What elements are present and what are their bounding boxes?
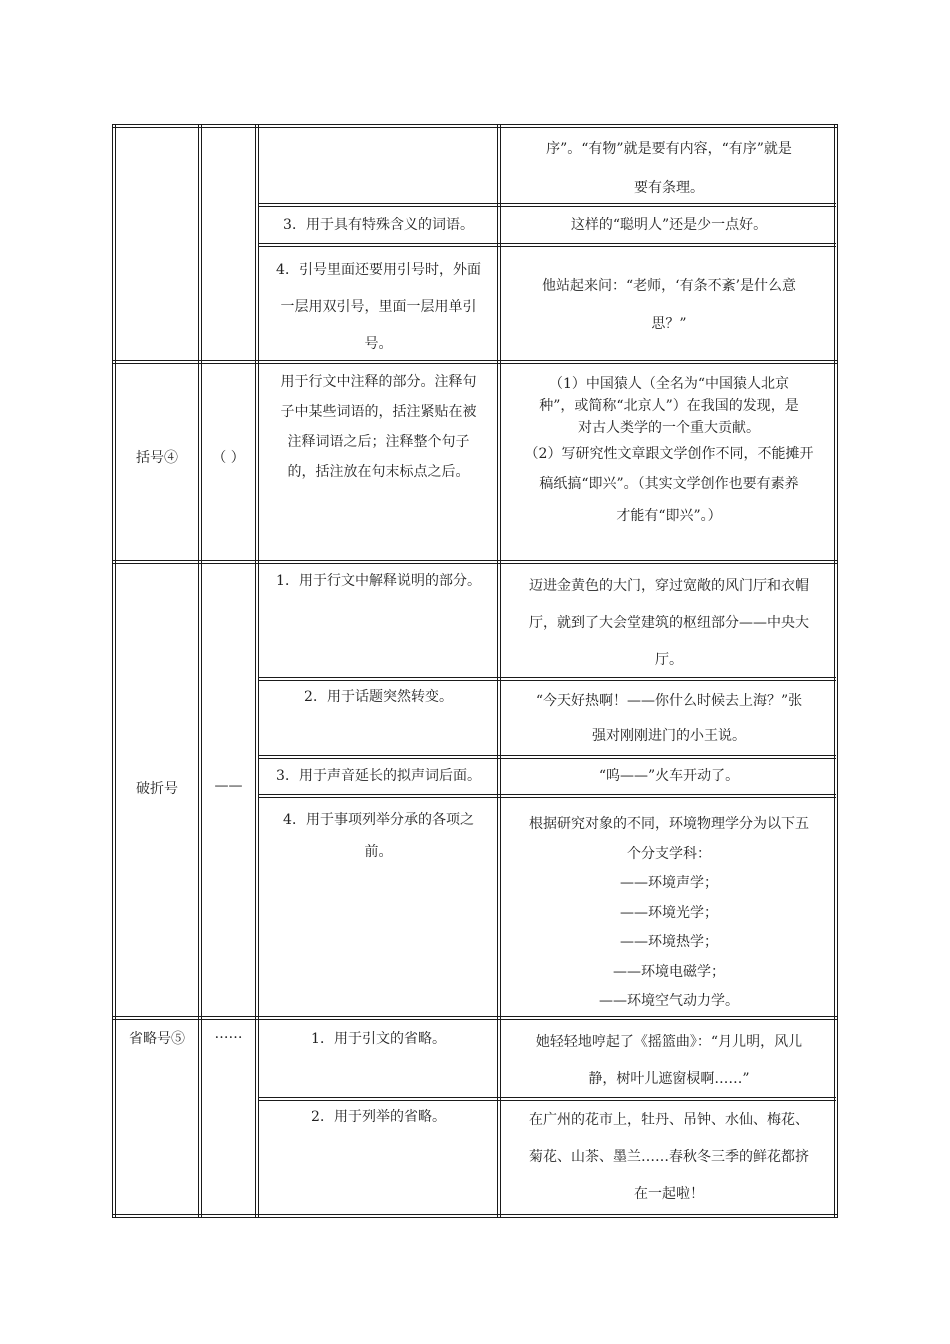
quote-row3-example: 这样的“聪明人”还是少一点好。 xyxy=(570,217,768,233)
dash-row2-usage: 2．用于话题突然转变。 xyxy=(304,689,453,705)
dash-row4-example: 根据研究对象的不同，环境物理学分为以下五 个分支学科： ——环境声学； ——环境光学； ——环境热学； ——环境电磁学； ——环境空气动力学。 xyxy=(529,816,809,1009)
brackets-example: （1）中国猿人（全名为“中国猿人北京 种”，或简称“北京人”）在我国的发现，是 对古人类学的一个重大贡献。 （2）写研究性文章跟文学创作不同，不能摊开 稿纸搞“即兴”。（其实文学创作也要有素养 才能有“即兴”。） xyxy=(524,376,814,524)
ellipsis-row2-example: 在广州的花市上，牡丹、吊钟、水仙、梅花、 菊花、山茶、墨兰……春秋冬三季的鲜花都挤 在一起啦！ xyxy=(529,1112,809,1202)
quote-row4-example: 他站起来问：“老师，‘有条不紊’是什么意 思？” xyxy=(541,278,797,332)
dash-row1-example: 迈进金黄色的大门，穿过宽敞的风门厅和衣帽 厅，就到了大会堂建筑的枢纽部分——中央大 厅。 xyxy=(529,578,809,668)
dash-row3-usage: 3．用于声音延长的拟声词后面。 xyxy=(276,768,481,784)
ellipsis-row1-example: 她轻轻地哼起了《摇篮曲》：“月儿明，风儿 静，树叶儿遮窗棂啊……” xyxy=(535,1034,803,1087)
dash-row4-usage: 4．用于事项列举分承的各项之 前。 xyxy=(283,812,474,860)
ellipsis-row1-usage: 1．用于引文的省略。 xyxy=(311,1031,446,1047)
dash-name: 破折号 xyxy=(136,781,178,797)
ellipsis-mark: …… xyxy=(214,1026,243,1042)
quote-row4-usage: 4．引号里面还要用引号时，外面 一层用双引号，里面一层用单引 号。 xyxy=(276,262,481,352)
punctuation-table xyxy=(112,124,838,1218)
brackets-usage: 用于行文中注释的部分。注释句 子中某些词语的，括注紧贴在被 注释词语之后；注释整个句子 的，括注放在句末标点之后。 xyxy=(280,374,477,480)
quote-row3-usage: 3．用于具有特殊含义的词语。 xyxy=(283,217,474,233)
dash-row2-example: “今天好热啊！——你什么时候去上海？”张 强对刚刚进门的小王说。 xyxy=(535,693,803,744)
brackets-mark: （ ） xyxy=(212,450,245,466)
dash-row1-usage: 1．用于行文中解释说明的部分。 xyxy=(276,573,481,589)
brackets-name: 括号④ xyxy=(136,450,178,466)
dash-mark: —— xyxy=(214,778,243,794)
ellipsis-name: 省略号⑤ xyxy=(129,1031,185,1047)
ellipsis-row2-usage: 2．用于列举的省略。 xyxy=(311,1109,446,1125)
dash-row3-example: “呜——”火车开动了。 xyxy=(598,768,740,784)
quote-row2-example: 序”。“有物”就是要有内容，“有序”就是 要有条理。 xyxy=(546,141,792,196)
